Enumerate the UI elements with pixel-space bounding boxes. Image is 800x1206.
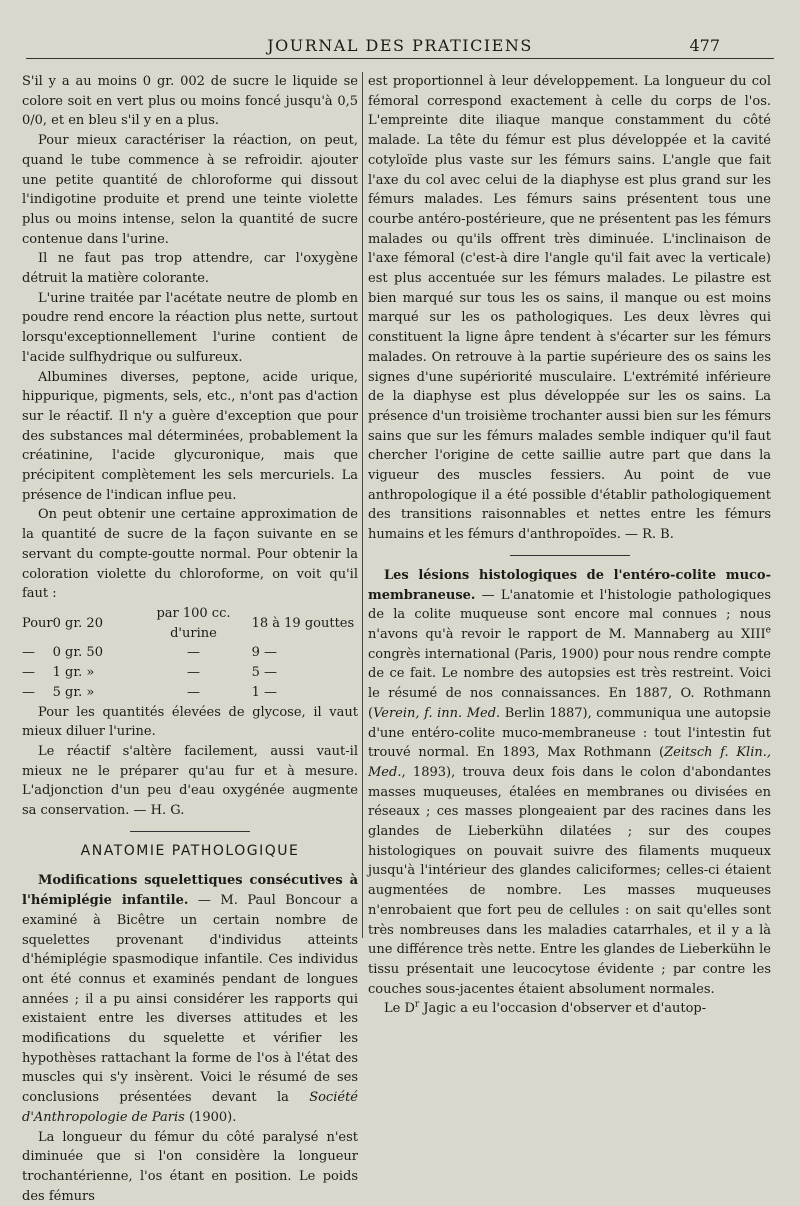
page-number: 477: [689, 36, 720, 55]
table-cell: 0 gr. 20: [52, 615, 103, 631]
table-cell: 9 —: [251, 645, 277, 661]
article-text: — L'anatomie et l'histologie pathologiques de la colite muqueuse sont encore mal connues ; nous n'avons qu'à revoir le rapport de M. Mannaberg au XIII: [368, 587, 771, 642]
journal-citation: Zeitsch f. Klin., Med.: [368, 745, 772, 780]
article-text: Berlin 1887), communiqua une autopsie d'une entéro-colite muco-membraneuse : tout l'intestin fut trouvé normal. En 1893, Max Rothmann (: [368, 705, 771, 761]
table-cell: —: [186, 684, 200, 700]
table-cell: 1 gr. »: [52, 665, 95, 681]
article-paragraph: [368, 566, 771, 999]
article-text: Le D: [384, 1001, 415, 1017]
society-name: Société d'Anthropologie de Paris: [22, 1090, 358, 1125]
paragraph: [368, 999, 771, 1019]
table-cell: —: [22, 645, 35, 661]
paragraph: S'il y a au moins 0 gr. 002 de sucre le liquide se colore soit en vert plus ou moins foncé jusqu'à 0,5 0/0, et en bleu s'il y en a plus.: [22, 74, 358, 129]
article-text: congrès international (Paris, 1900) pour nous rendre compte de ce fait. Le nombre des autopsies est très restreint. Voici le résumé de nos connaissances. En 1887, O. Rothmann (: [368, 646, 771, 721]
superscript: r: [414, 1000, 420, 1011]
table-row: [22, 683, 358, 703]
page-header: [0, 30, 800, 60]
paragraph: Il ne faut pas trop attendre, car l'oxygène détruit la matière colorante.: [22, 251, 358, 287]
article-text: — M. Paul Boncour a examiné à Bicêtre un certain nombre de squelettes provenant d'individus atteints d'hémiplégie spasmodique infantile. Ces individus ont été connus et examinés pendant de longues années ; il a pu ainsi considérer les rapports qui existaient entre les diverses attitudes et les modifications du squelette et vérifier les hypothèses rattachant la forme de l'os à l'état des muscles qui s'y insèrent. Voici le résumé de ses conclusions présentées devant la: [22, 893, 358, 1106]
table-row: [22, 663, 358, 683]
article-text: (1900).: [184, 1109, 237, 1125]
table-cell: 5 —: [251, 665, 277, 681]
paragraph: Albumines diverses, peptone, acide urique, hippurique, pigments, sels, etc., n'ont pas d'action sur le réactif. Il n'y a guère d'exception que pour des substances mal déterminées, probablement la créatinine, l'acide glycuronique, mais que précipitent complètement les sels mercuriels. La présence de l'indican influe peu.: [22, 369, 358, 503]
table-cell: —: [186, 665, 200, 681]
article-title: Les lésions histologiques de l'entéro-colite muco-membraneuse.: [368, 567, 771, 603]
paragraph: Le réactif s'altère facilement, aussi vaut-il mieux ne le préparer qu'au fur et à mesure. L'adjonction d'un peu d'eau oxygénée augmente sa conservation. — H. G.: [22, 743, 358, 819]
table-cell: Pour: [22, 615, 53, 631]
table-cell: 0 gr. 50: [52, 645, 103, 661]
paragraph: est proportionnel à leur développement. La longueur du col fémoral correspond exactement à celle du corps de l'os. L'empreinte dite iliaque manque constamment du côté malade. La tête du fémur est plus développée et la cavité cotyloïde plus vaste sur les fémurs sains. L'angle que fait l'axe du col avec celui de la diaphyse est plus grand sur les fémurs malades. Les fémurs sains présentent tous une courbe antéro-postérieure, que ne présentent pas les fémurs malades ou qu'ils offrent très diminuée. L'inclinaison de l'axe fémoral (c'est-à dire l'angle qu'il fait avec la verticale) est plus accentuée sur les fémurs malades. Le pilastre est bien marqué sur tous les os sains, il manque ou est moins marqué sur les os pathologiques. Les deux lèvres qui constituent la ligne âpre tendent à s'écarter sur les fémurs malades. On retrouve à la partie supérieure des os sains les signes d'une supériorité musculaire. L'extrémité inférieure de la diaphyse est plus développée sur les os sains. La présence d'un troisième trochanter aussi bien sur les fémurs sains que sur les fémurs malades semble indiquer qu'il faut chercher l'origine de cette saillie autre part que dans la vigueur des muscles fessiers. Au point de vue anthropologique il a été possible d'établir pathologiquement des transitions raisonnables et nettes entre les fémurs humains et les fémurs d'anthropoïdes. — R. B.: [368, 74, 771, 543]
table-cell: —: [186, 645, 200, 661]
table-cell: —: [22, 665, 35, 681]
table-row: [22, 643, 358, 663]
article-text: Jagic a eu l'occasion d'observer et d'autop-: [419, 1001, 707, 1017]
paragraph: L'urine traitée par l'acétate neutre de plomb en poudre rend encore la réaction plus nette, surtout lorsqu'exceptionnellement l'urine contient de l'acide sulfhydrique ou sulfureux.: [22, 290, 358, 365]
journal-citation: Verein, f. inn. Med.: [373, 705, 501, 721]
journal-title: JOURNAL DES PRATICIENS: [267, 36, 533, 55]
table-cell: 18 à 19 gouttes: [251, 615, 355, 631]
table-row: [22, 604, 358, 643]
article-paragraph: [22, 871, 358, 1127]
table-cell: 1 —: [251, 684, 277, 700]
table-cell: —: [22, 684, 35, 700]
left-column: [22, 72, 358, 1206]
article-separator: [510, 555, 630, 556]
article-title: Modifications squelettiques consécutives à l'hémiplégie infantile.: [22, 873, 358, 909]
superscript: e: [765, 625, 771, 636]
right-column: [368, 72, 771, 1019]
article-text: , 1893), trouva deux fois dans le colon d'abondantes masses muqueuses, étalées en membranes ou divisées en réseaux ; ces masses plongeaient par des racines dans les glandes de Lieberkühn dilatées ; sur des coupes histologiques on pouvait suivre des filaments muqueux jusqu'à l'intérieur des glandes caliciformes; celles-ci étaient augmentées de nombre. Les masses muqueuses n'enrobaient que fort peu de cellules : on sait qu'elles sont très nombreuses dans les maladies catarrhales, et il y a là une différence très nette. Entre les glandes de Lieberkühn le tissu présentait une leucocytose évidente ; par contre les couches sous-jacentes étaient absolument normales.: [368, 764, 771, 997]
paragraph: Pour mieux caractériser la réaction, on peut, quand le tube commence à se refroidir. ajouter une petite quantité de chloroforme qui dissout l'indigotine produite et prend une teinte violette plus ou moins intense, selon la quantité de sucre contenue dans l'urine.: [22, 133, 358, 247]
table-cell: par 100 cc. d'urine: [156, 605, 231, 641]
paragraph: On peut obtenir une certaine approximation de la quantité de sucre de la façon suivante en se servant du compte-goutte normal. Pour obtenir la coloration violette du chloroforme, on voit qu'il faut :: [22, 507, 358, 602]
paragraph: Pour les quantités élevées de glycose, il vaut mieux diluer l'urine.: [22, 704, 358, 740]
sugar-drops-table: [22, 604, 358, 703]
header-rule: [26, 58, 774, 59]
section-separator: [130, 831, 250, 832]
paragraph: La longueur du fémur du côté paralysé n'est diminuée que si l'on considère la longueur trochantérienne, l'os étant en position. Le poids des fémurs: [22, 1129, 358, 1204]
section-heading: ANATOMIE PATHOLOGIQUE: [80, 842, 300, 859]
table-cell: 5 gr. »: [52, 684, 95, 700]
column-divider: [362, 72, 363, 938]
